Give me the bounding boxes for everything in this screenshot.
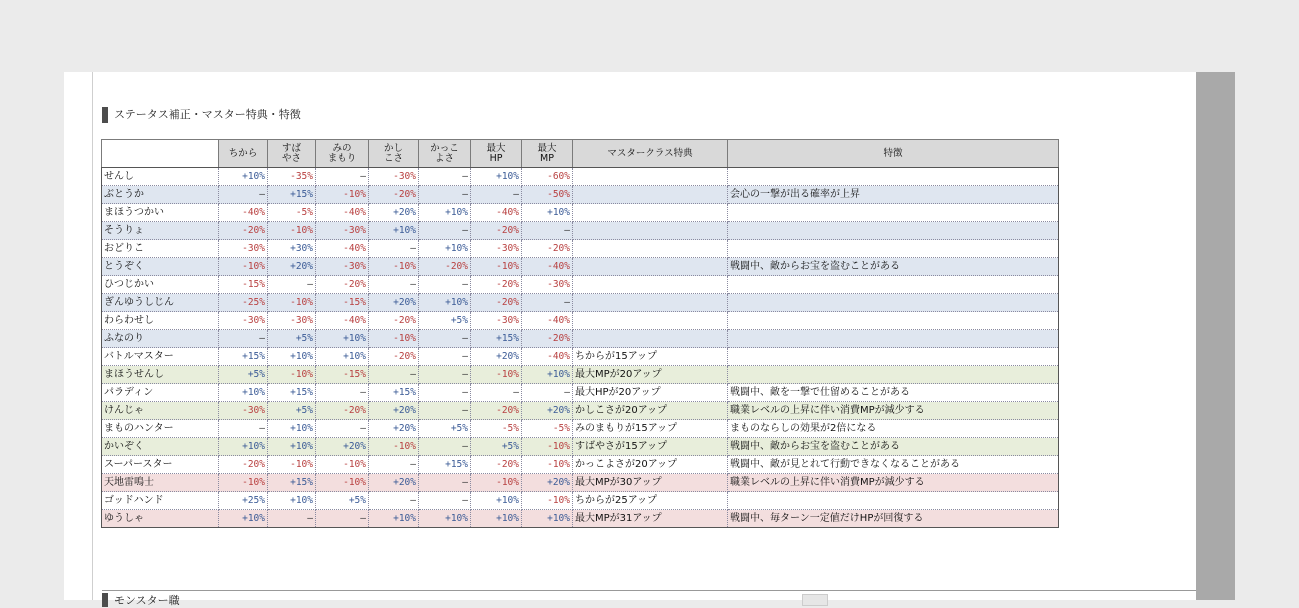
- stat-modifier-cell: -40%: [219, 204, 268, 222]
- stat-modifier-cell: -10%: [522, 438, 573, 456]
- stat-modifier-cell: -40%: [316, 204, 369, 222]
- stat-modifier-cell: +20%: [471, 348, 522, 366]
- stat-modifier-cell: -15%: [316, 366, 369, 384]
- trait-cell: [728, 366, 1059, 384]
- master-bonus-cell: [573, 312, 728, 330]
- trait-cell: 戦闘中、敵からお宝を盗むことがある: [728, 258, 1059, 276]
- stat-modifier-cell: +20%: [369, 204, 419, 222]
- job-name-cell: スーパースター: [102, 456, 219, 474]
- stat-modifier-cell: -40%: [471, 204, 522, 222]
- master-bonus-cell: 最大MPが31アップ: [573, 510, 728, 528]
- job-name-cell: そうりょ: [102, 222, 219, 240]
- stat-modifier-cell: +5%: [419, 420, 471, 438]
- stat-modifier-cell: +15%: [268, 384, 316, 402]
- job-name-cell: わらわせし: [102, 312, 219, 330]
- stat-modifier-cell: —: [419, 402, 471, 420]
- table-body: [102, 168, 1059, 528]
- stat-modifier-cell: +20%: [369, 474, 419, 492]
- stat-modifier-cell: —: [316, 168, 369, 186]
- master-bonus-cell: かっこよさが20アップ: [573, 456, 728, 474]
- stat-modifier-cell: +10%: [316, 330, 369, 348]
- document-page: [64, 72, 1196, 607]
- stat-modifier-cell: -30%: [369, 168, 419, 186]
- stat-modifier-cell: —: [419, 348, 471, 366]
- table-row: [102, 186, 1059, 204]
- stat-modifier-cell: +10%: [419, 240, 471, 258]
- table-row: [102, 330, 1059, 348]
- stat-modifier-cell: -10%: [268, 456, 316, 474]
- table-row: [102, 510, 1059, 528]
- stat-modifier-cell: —: [471, 384, 522, 402]
- stat-modifier-cell: +5%: [471, 438, 522, 456]
- column-header: みの まもり: [316, 140, 369, 168]
- stat-modifier-cell: +10%: [369, 222, 419, 240]
- master-bonus-cell: [573, 186, 728, 204]
- trait-cell: [728, 168, 1059, 186]
- master-bonus-cell: [573, 276, 728, 294]
- stat-modifier-cell: -30%: [219, 240, 268, 258]
- stat-modifier-cell: -40%: [316, 240, 369, 258]
- master-bonus-cell: [573, 168, 728, 186]
- stat-modifier-cell: +15%: [419, 456, 471, 474]
- stat-modifier-cell: +20%: [522, 474, 573, 492]
- column-header: すば やさ: [268, 140, 316, 168]
- section-title-text: ステータス補正・マスター特典・特徴: [114, 108, 301, 121]
- table-row: [102, 204, 1059, 222]
- column-header: 最大 HP: [471, 140, 522, 168]
- stat-modifier-cell: +25%: [219, 492, 268, 510]
- page-left-rule: [92, 72, 93, 600]
- stat-modifier-cell: +20%: [369, 420, 419, 438]
- stat-modifier-cell: —: [419, 276, 471, 294]
- stat-modifier-cell: +5%: [219, 366, 268, 384]
- column-header: マスタークラス特典: [573, 140, 728, 168]
- stat-modifier-cell: —: [419, 330, 471, 348]
- job-name-cell: ゆうしゃ: [102, 510, 219, 528]
- table-row: [102, 384, 1059, 402]
- stat-modifier-cell: -30%: [471, 240, 522, 258]
- stat-modifier-cell: +10%: [522, 204, 573, 222]
- stat-modifier-cell: -60%: [522, 168, 573, 186]
- job-name-cell: けんじゃ: [102, 402, 219, 420]
- column-header: かっこ よさ: [419, 140, 471, 168]
- stat-modifier-cell: —: [419, 438, 471, 456]
- table-row: [102, 366, 1059, 384]
- stat-modifier-cell: -20%: [471, 276, 522, 294]
- stat-modifier-cell: -25%: [219, 294, 268, 312]
- stat-modifier-cell: -10%: [522, 456, 573, 474]
- stat-modifier-cell: —: [419, 168, 471, 186]
- stat-modifier-cell: -20%: [219, 456, 268, 474]
- table-row: [102, 420, 1059, 438]
- stat-modifier-cell: +10%: [219, 438, 268, 456]
- stat-modifier-cell: -10%: [369, 438, 419, 456]
- table-row: [102, 240, 1059, 258]
- stat-modifier-cell: —: [316, 384, 369, 402]
- stat-modifier-cell: —: [219, 186, 268, 204]
- stat-modifier-cell: -30%: [219, 312, 268, 330]
- master-bonus-cell: [573, 240, 728, 258]
- master-bonus-cell: [573, 258, 728, 276]
- trait-cell: 戦闘中、敵からお宝を盗むことがある: [728, 438, 1059, 456]
- job-name-cell: まほうせんし: [102, 366, 219, 384]
- stat-modifier-cell: -10%: [316, 474, 369, 492]
- job-name-cell: ぎんゆうしじん: [102, 294, 219, 312]
- trait-cell: 職業レベルの上昇に伴い消費MPが減少する: [728, 474, 1059, 492]
- job-name-cell: おどりこ: [102, 240, 219, 258]
- table-row: [102, 474, 1059, 492]
- stat-modifier-cell: —: [369, 276, 419, 294]
- stat-modifier-cell: -10%: [471, 474, 522, 492]
- status-table: [101, 139, 1059, 528]
- master-bonus-cell: ちからが25アップ: [573, 492, 728, 510]
- column-header: 最大 MP: [522, 140, 573, 168]
- stat-modifier-cell: +10%: [471, 168, 522, 186]
- trait-cell: 戦闘中、敵が見とれて行動できなくなることがある: [728, 456, 1059, 474]
- stat-modifier-cell: +20%: [268, 258, 316, 276]
- table-row: [102, 294, 1059, 312]
- stat-modifier-cell: -15%: [219, 276, 268, 294]
- stat-modifier-cell: +10%: [268, 492, 316, 510]
- stat-modifier-cell: —: [369, 492, 419, 510]
- stat-modifier-cell: —: [316, 510, 369, 528]
- stat-modifier-cell: +15%: [471, 330, 522, 348]
- next-section-heading: [102, 590, 1196, 605]
- table-row: [102, 222, 1059, 240]
- stat-modifier-cell: -15%: [316, 294, 369, 312]
- stat-modifier-cell: —: [471, 186, 522, 204]
- job-name-cell: パラディン: [102, 384, 219, 402]
- stat-modifier-cell: +5%: [419, 312, 471, 330]
- stat-modifier-cell: —: [419, 474, 471, 492]
- stat-modifier-cell: -20%: [316, 276, 369, 294]
- stat-modifier-cell: —: [522, 222, 573, 240]
- stat-modifier-cell: -10%: [471, 258, 522, 276]
- master-bonus-cell: ちからが15アップ: [573, 348, 728, 366]
- stat-modifier-cell: +10%: [419, 204, 471, 222]
- stat-modifier-cell: -10%: [522, 492, 573, 510]
- stat-modifier-cell: +10%: [219, 510, 268, 528]
- stat-modifier-cell: +10%: [268, 438, 316, 456]
- stat-modifier-cell: —: [268, 510, 316, 528]
- stat-modifier-cell: -40%: [522, 348, 573, 366]
- table-row: [102, 276, 1059, 294]
- table-row: [102, 492, 1059, 510]
- trait-cell: [728, 276, 1059, 294]
- stat-modifier-cell: —: [419, 384, 471, 402]
- stat-modifier-cell: —: [419, 186, 471, 204]
- master-bonus-cell: [573, 222, 728, 240]
- stat-modifier-cell: —: [419, 492, 471, 510]
- stat-modifier-cell: -20%: [471, 402, 522, 420]
- stat-modifier-cell: -30%: [219, 402, 268, 420]
- stat-modifier-cell: -5%: [268, 204, 316, 222]
- heading-marker: [102, 593, 108, 607]
- stat-modifier-cell: +20%: [369, 402, 419, 420]
- master-bonus-cell: 最大HPが20アップ: [573, 384, 728, 402]
- stat-modifier-cell: +30%: [268, 240, 316, 258]
- job-name-cell: 天地雷鳴士: [102, 474, 219, 492]
- job-name-cell: バトルマスター: [102, 348, 219, 366]
- heading-marker: [102, 107, 108, 123]
- stat-modifier-cell: —: [522, 384, 573, 402]
- stat-modifier-cell: -20%: [219, 222, 268, 240]
- stat-modifier-cell: —: [369, 456, 419, 474]
- stat-modifier-cell: -10%: [268, 294, 316, 312]
- table-row: [102, 312, 1059, 330]
- trait-cell: 会心の一撃が出る確率が上昇: [728, 186, 1059, 204]
- stat-modifier-cell: +5%: [316, 492, 369, 510]
- stat-modifier-cell: -50%: [522, 186, 573, 204]
- trait-cell: 戦闘中、敵を一撃で仕留めることがある: [728, 384, 1059, 402]
- table-row: [102, 168, 1059, 186]
- column-header: ちから: [219, 140, 268, 168]
- stat-modifier-cell: -40%: [522, 258, 573, 276]
- stat-modifier-cell: —: [369, 240, 419, 258]
- stat-modifier-cell: +10%: [522, 510, 573, 528]
- stat-modifier-cell: -20%: [522, 330, 573, 348]
- master-bonus-cell: [573, 204, 728, 222]
- stat-modifier-cell: -10%: [369, 330, 419, 348]
- trait-cell: [728, 312, 1059, 330]
- job-name-cell: とうぞく: [102, 258, 219, 276]
- trait-cell: [728, 204, 1059, 222]
- header-cell-blank: [102, 140, 219, 168]
- stat-modifier-cell: —: [419, 366, 471, 384]
- stat-modifier-cell: -10%: [316, 456, 369, 474]
- stat-modifier-cell: -20%: [369, 186, 419, 204]
- job-name-cell: ゴッドハンド: [102, 492, 219, 510]
- stat-modifier-cell: +10%: [268, 420, 316, 438]
- column-header: かし こさ: [369, 140, 419, 168]
- stat-modifier-cell: -10%: [219, 474, 268, 492]
- trait-cell: 戦闘中、毎ターン一定値だけHPが回復する: [728, 510, 1059, 528]
- stat-modifier-cell: -20%: [471, 294, 522, 312]
- column-header: 特徴: [728, 140, 1059, 168]
- stat-modifier-cell: +10%: [316, 348, 369, 366]
- stat-modifier-cell: —: [219, 330, 268, 348]
- table-header-row: [102, 140, 1059, 168]
- job-name-cell: ふなのり: [102, 330, 219, 348]
- stat-modifier-cell: -10%: [268, 366, 316, 384]
- stat-modifier-cell: -30%: [316, 222, 369, 240]
- stat-modifier-cell: +10%: [471, 492, 522, 510]
- stat-modifier-cell: -5%: [522, 420, 573, 438]
- stat-modifier-cell: -10%: [268, 222, 316, 240]
- stat-modifier-cell: —: [316, 420, 369, 438]
- stat-modifier-cell: +10%: [268, 348, 316, 366]
- stat-modifier-cell: -40%: [522, 312, 573, 330]
- trait-cell: [728, 294, 1059, 312]
- table-row: [102, 258, 1059, 276]
- stat-modifier-cell: -30%: [268, 312, 316, 330]
- next-section-title: モンスター職: [114, 594, 180, 607]
- stat-modifier-cell: -30%: [316, 258, 369, 276]
- job-name-cell: せんし: [102, 168, 219, 186]
- stat-modifier-cell: +5%: [268, 330, 316, 348]
- stat-modifier-cell: -10%: [369, 258, 419, 276]
- job-name-cell: まものハンター: [102, 420, 219, 438]
- stat-modifier-cell: -35%: [268, 168, 316, 186]
- scrollbar[interactable]: [1196, 72, 1235, 600]
- stat-modifier-cell: -20%: [369, 312, 419, 330]
- stat-modifier-cell: -20%: [471, 456, 522, 474]
- stat-modifier-cell: +10%: [419, 510, 471, 528]
- stat-modifier-cell: -40%: [316, 312, 369, 330]
- stat-modifier-cell: +20%: [369, 294, 419, 312]
- stat-modifier-cell: +20%: [522, 402, 573, 420]
- stat-modifier-cell: -20%: [471, 222, 522, 240]
- trait-cell: [728, 348, 1059, 366]
- master-bonus-cell: [573, 294, 728, 312]
- table-row: [102, 402, 1059, 420]
- stat-modifier-cell: +15%: [219, 348, 268, 366]
- stat-modifier-cell: +10%: [219, 168, 268, 186]
- job-name-cell: ぶとうか: [102, 186, 219, 204]
- stat-modifier-cell: +15%: [268, 474, 316, 492]
- stat-modifier-cell: +15%: [268, 186, 316, 204]
- master-bonus-cell: かしこさが20アップ: [573, 402, 728, 420]
- stat-modifier-cell: +10%: [369, 510, 419, 528]
- master-bonus-cell: みのまもりが15アップ: [573, 420, 728, 438]
- stat-modifier-cell: -20%: [522, 240, 573, 258]
- stat-modifier-cell: +10%: [522, 366, 573, 384]
- job-name-cell: ひつじかい: [102, 276, 219, 294]
- stat-modifier-cell: —: [522, 294, 573, 312]
- stat-modifier-cell: -5%: [471, 420, 522, 438]
- job-name-cell: まほうつかい: [102, 204, 219, 222]
- stat-modifier-cell: +15%: [369, 384, 419, 402]
- table-row: [102, 438, 1059, 456]
- stat-modifier-cell: -10%: [219, 258, 268, 276]
- stat-modifier-cell: -30%: [471, 312, 522, 330]
- master-bonus-cell: [573, 330, 728, 348]
- stat-modifier-cell: -20%: [369, 348, 419, 366]
- trait-cell: まものならしの効果が2倍になる: [728, 420, 1059, 438]
- stat-modifier-cell: +10%: [419, 294, 471, 312]
- stat-modifier-cell: +5%: [268, 402, 316, 420]
- master-bonus-cell: すばやさが15アップ: [573, 438, 728, 456]
- trait-cell: [728, 492, 1059, 510]
- trait-cell: [728, 330, 1059, 348]
- table-row: [102, 348, 1059, 366]
- stat-modifier-cell: —: [369, 366, 419, 384]
- master-bonus-cell: 最大MPが30アップ: [573, 474, 728, 492]
- stat-modifier-cell: +10%: [471, 510, 522, 528]
- stat-modifier-cell: —: [219, 420, 268, 438]
- trait-cell: [728, 222, 1059, 240]
- stat-modifier-cell: —: [268, 276, 316, 294]
- stat-modifier-cell: +20%: [316, 438, 369, 456]
- stat-modifier-cell: -10%: [316, 186, 369, 204]
- job-name-cell: かいぞく: [102, 438, 219, 456]
- section-heading: [102, 106, 301, 124]
- table-row: [102, 456, 1059, 474]
- trait-cell: [728, 240, 1059, 258]
- stat-modifier-cell: —: [419, 222, 471, 240]
- stat-modifier-cell: +10%: [219, 384, 268, 402]
- small-button[interactable]: [802, 594, 828, 606]
- stat-modifier-cell: -30%: [522, 276, 573, 294]
- stat-modifier-cell: -10%: [471, 366, 522, 384]
- master-bonus-cell: 最大MPが20アップ: [573, 366, 728, 384]
- stat-modifier-cell: -20%: [316, 402, 369, 420]
- trait-cell: 職業レベルの上昇に伴い消費MPが減少する: [728, 402, 1059, 420]
- stat-modifier-cell: -20%: [419, 258, 471, 276]
